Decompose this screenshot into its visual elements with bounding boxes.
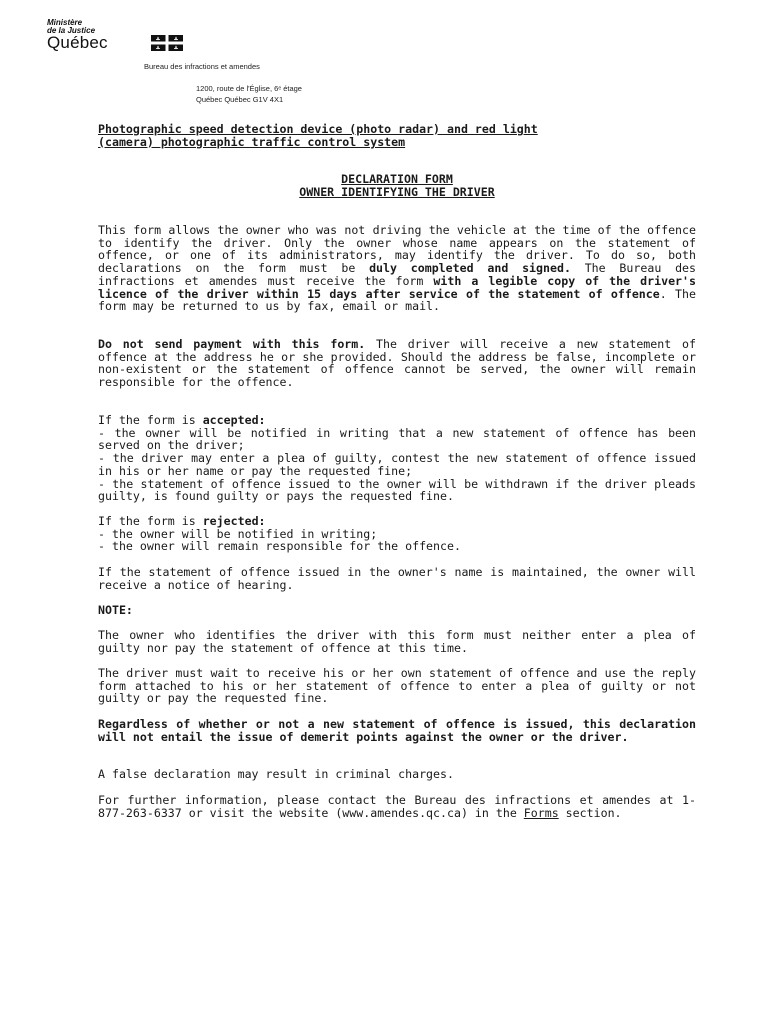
note-label	[98, 604, 696, 617]
rejected-item: - the owner will be notified in writing;	[98, 526, 378, 541]
note-text-1: The owner who identifies the driver with this form must neither enter a plea of guilty nor pay the statement of offence at this time.	[98, 628, 696, 655]
system-title	[98, 123, 696, 148]
accepted-item: - the statement of offence issued to the owner will be withdrawn if the driver pleads guilty, is found guilty or pays the requested fine.	[98, 476, 696, 504]
quebec-wordmark: Québec	[47, 33, 108, 52]
rejected-word: rejected:	[202, 514, 266, 528]
form-title-line-1: DECLARATION FORM	[341, 172, 453, 186]
note-paragraph-1	[98, 629, 696, 654]
further-info-text-end: section.	[558, 805, 622, 820]
fleur-de-lis-flag-icon	[151, 35, 183, 51]
accepted-word: accepted:	[202, 413, 266, 427]
form-title-line-2: OWNER IDENTIFYING THE DRIVER	[299, 184, 495, 199]
system-title-line-1: Photographic speed detection device (photo radar) and red light	[98, 122, 538, 136]
note-label-text: NOTE:	[98, 603, 133, 617]
demerit-text: Regardless of whether or not a new statement of offence is issued, this declaration will not entail the issue of demerit points against the owner or the driver.	[98, 717, 696, 744]
intro-bold-1: duly completed and signed.	[369, 261, 571, 276]
note-text-2: The driver must wait to receive his or her own statement of offence and use the reply form attached to his or her statement of offence to enter a plea of guilty or not guilty or pay the requested fine.	[98, 666, 696, 706]
further-info-text: For further information, please contact the Bureau des infractions et amendes at 1-877-263-6337 or visit the website (www.amendes.qc.ca) in the	[98, 793, 696, 820]
maintained-paragraph	[98, 566, 696, 591]
rejected-item: - the owner will remain responsible for the offence.	[98, 539, 461, 554]
quebec-logo	[47, 19, 197, 59]
intro-paragraph	[98, 224, 696, 313]
demerit-paragraph	[98, 718, 696, 743]
rejected-intro: If the form is	[98, 514, 203, 528]
intro-text-3: . The form may be returned to us by fax, email or mail.	[98, 286, 696, 314]
intro-text-2: The Bureau des infractions et amendes must receive the form	[98, 261, 697, 288]
form-title	[98, 173, 696, 198]
accepted-intro: If the form is	[98, 413, 203, 427]
payment-text: The driver will receive a new statement of offence at the address he or she provided. Should the address be false, incomplete or non-existent or the statement of offence cannot be served, the owner will remain responsible for the offence.	[98, 337, 696, 390]
accepted-section	[98, 414, 696, 503]
further-info-paragraph	[98, 794, 696, 819]
address-line-1: 1200, route de l'Église, 6ᵉ étage	[196, 84, 302, 93]
intro-bold-2: with a legible copy of the driver's licence of the driver within 15 days after service of the statement of offence	[98, 273, 696, 301]
accepted-item: - the driver may enter a plea of guilty, contest the new statement of offence issued in his or her name or pay the requested fine;	[98, 451, 696, 478]
forms-link[interactable]: Forms	[523, 805, 559, 820]
address-line-2: Québec Québec G1V 4X1	[196, 95, 284, 104]
rejected-section	[98, 515, 696, 553]
bureau-name: Bureau des infractions et amendes	[144, 62, 260, 71]
payment-paragraph	[98, 338, 696, 389]
note-paragraph-2	[98, 667, 696, 705]
maintained-text: If the statement of offence issued in the owner's name is maintained, the owner will receive a notice of hearing.	[98, 565, 696, 592]
ministry-line-1: Ministère	[47, 18, 83, 27]
system-title-line-2: (camera) photographic traffic control system	[98, 134, 406, 149]
false-declaration	[98, 768, 696, 781]
payment-bold: Do not send payment with this form.	[98, 337, 366, 351]
ministry-line-2: de la Justice	[47, 26, 96, 35]
false-declaration-text: A false declaration may result in criminal charges.	[98, 767, 454, 781]
intro-text-1: This form allows the owner who was not driving the vehicle at the time of the offence to identify the driver. Only the owner whose name appears on the statement of offence, or one of its administrators, may identify the driver. To do so, both declarations on the form must be	[98, 223, 696, 276]
accepted-item: - the owner will be notified in writing that a new statement of offence has been served on the driver;	[98, 425, 696, 453]
